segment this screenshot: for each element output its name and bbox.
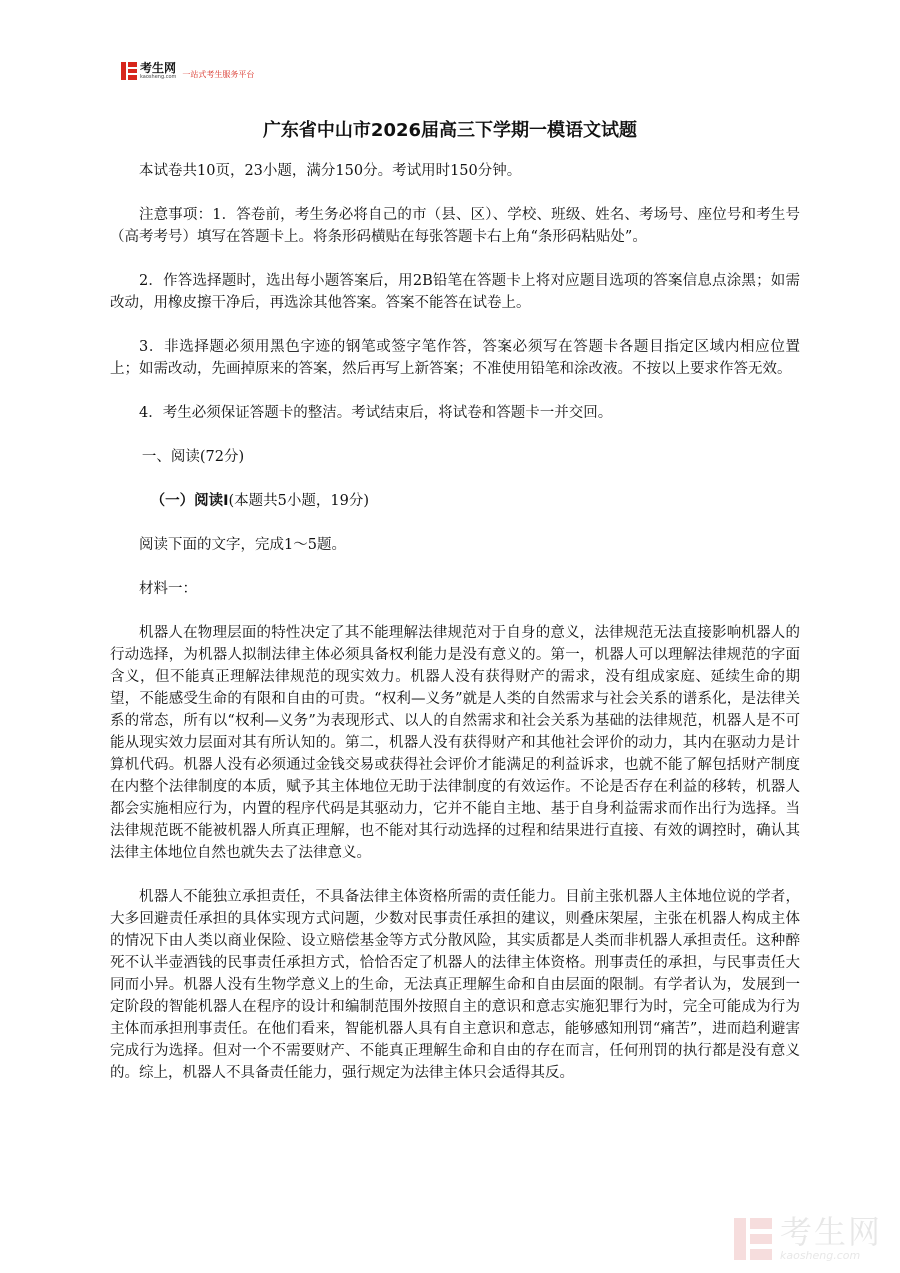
subsection-note: (本题共5小题，19分) [228,493,369,509]
watermark-domain: kaosheng.com [779,1249,861,1262]
passage-paragraph-2: 机器人不能独立承担责任，不具备法律主体资格所需的责任能力。目前主张机器人主体地位说的学者，大多回避责任承担的具体实现方式问题，少数对民事责任承担的建议，则叠床架屋，主张在机器人构成主体的情况下由人类以商业保险、设立赔偿基金等方式分散风险，其实质都是人类而非机器人承担责任。这种醉死不认半壶酒钱的民事责任承担方式，恰恰否定了机器人的法律主体资格。刑事责任的承担，与民事责任大同而小异。机器人没有生物学意义上的生命，无法真正理解生命和自由层面的限制。有学者认为，发展到一定阶段的智能机器人在程序的设计和编制范围外按照自主的意识和意志实施犯罪行为时，完全可能成为行为主体而承担刑事责任。在他们看来，智能机器人具有自主意识和意志，能够感知刑罚“痛苦”，进而趋利避害完成行为选择。但对一个不需要财产、不能真正理解生命和自由的存在而言，任何刑罚的执行都是没有意义的。综上，机器人不具备责任能力，强行规定为法律主体只会适得其反。 [110,889,800,1081]
reading-instruction: 阅读下面的文字，完成1～5题。 [139,537,346,553]
logo-mark-icon [121,62,137,80]
notice-4: 4．考生必须保证答题卡的整洁。考试结束后，将试卷和答题卡一并交回。 [139,405,613,421]
notice-3: 3．非选择题必须用黑色字迹的钢笔或签字笔作答，答案必须写在答题卡各题目指定区域内相应位置上；如需改动，先画掉原来的答案，然后再写上新答案；不准使用铅笔和涂改液。不按以上要求作答无效。 [110,339,800,377]
watermark-name: 考生网 [779,1213,882,1251]
logo-name: 考生网 [140,61,177,75]
subsection-heading [110,490,800,512]
section-heading: 一、阅读(72分) [141,449,245,465]
passage-paragraph-1: 机器人在物理层面的特性决定了其不能理解法律规范对于自身的意义，法律规范无法直接影响机器人的行动选择，为机器人拟制法律主体必须具备权利能力是没有意义的。第一，机器人可以理解法律规范的字面含义，但不能真正理解法律规范的现实效力。机器人没有获得财产的需求，没有组成家庭、延续生命的期望，不能感受生命的有限和自由的可贵。“权利—义务”就是人类的自然需求与社会关系的谱系化，是法律关系的常态，所有以“权利—义务”为表现形式、以人的自然需求和社会关系为基础的法律规范，机器人是不可能从现实效力层面对其有所认知的。第二，机器人没有获得财产和其他社会评价的动力，其内在驱动力是计算机代码。机器人没有必须通过金钱交易或获得社会评价才能满足的利益诉求，也就不能了解包括财产制度在内整个法律制度的本质，赋予其主体地位无助于法律制度的有效运作。不论是否存在利益的移转，机器人都会实施相应行为，内置的程序代码是其驱动力，它并不能自主地、基于自身利益需求而作出行为选择。当法律规范既不能被机器人所真正理解，也不能对其行动选择的过程和结果进行直接、有效的调控时，确认其法律主体地位自然也就失去了法律意义。 [110,625,800,861]
notice-1: 注意事项：1．答卷前，考生务必将自己的市（县、区）、学校、班级、姓名、考场号、座位号和考生号（高考考号）填写在答题卡上。将条形码横贴在每张答题卡右上角“条形码粘贴处”。 [110,207,800,245]
material-label: 材料一： [139,581,197,597]
watermark-mark-icon [734,1218,772,1260]
header-logo[interactable] [121,62,254,80]
watermark-logo [734,1213,882,1262]
page-title: 广东省中山市2026届高三下学期一模语文试题 [262,120,638,141]
logo-domain: kaosheng.com [140,74,177,80]
notice-2: 2．作答选择题时，选出每小题答案后，用2B铅笔在答题卡上将对应题目选项的答案信息点涂黑；如需改动，用橡皮擦干净后，再选涂其他答案。答案不能答在试卷上。 [110,273,800,311]
document-body [110,160,800,1084]
exam-info: 本试卷共10页，23小题，满分150分。考试用时150分钟。 [139,163,522,179]
subsection-title: （一）阅读Ⅰ [150,493,229,509]
logo-slogan: 一站式考生服务平台 [182,69,255,79]
